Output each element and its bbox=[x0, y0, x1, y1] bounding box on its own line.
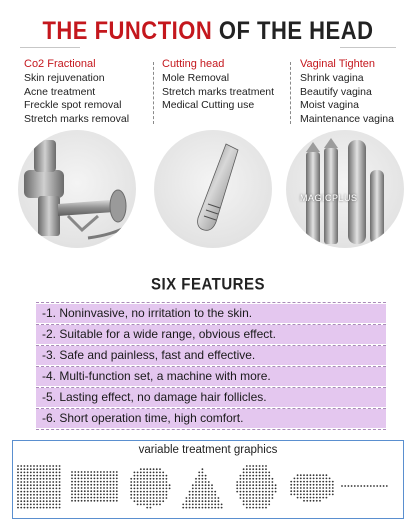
column-item: Shrink vagina bbox=[300, 72, 364, 84]
column-item: Mole Removal bbox=[162, 72, 230, 84]
ellipse-pattern-icon bbox=[290, 474, 333, 501]
cutting-head-image bbox=[154, 130, 272, 248]
column-divider bbox=[153, 62, 154, 124]
hexagon-pattern-icon bbox=[236, 465, 276, 508]
square-pattern-icon bbox=[17, 465, 60, 508]
graphics-title: variable treatment graphics bbox=[138, 444, 278, 456]
circle-pattern-icon bbox=[130, 468, 170, 508]
column-heading: Cutting head bbox=[162, 58, 225, 70]
column-item: Medical Cutting use bbox=[162, 99, 255, 111]
triangle-pattern-icon bbox=[182, 468, 222, 508]
feature-item: -1. Noninvasive, no irritation to the skin. bbox=[36, 304, 386, 323]
column-item: Acne treatment bbox=[24, 85, 96, 98]
vaginal-head-image bbox=[286, 130, 404, 248]
feature-item: -3. Safe and painless, fast and effective. bbox=[36, 346, 386, 365]
column-heading: Co2 Fractional bbox=[24, 58, 96, 70]
title-highlight: THE FUNCTION bbox=[42, 16, 213, 45]
features-title: SIX FEATURES bbox=[150, 275, 266, 294]
title-rule-right bbox=[340, 47, 396, 48]
column-item: Maintenance vagina bbox=[300, 112, 394, 125]
line-pattern-icon bbox=[341, 485, 388, 487]
feature-item: -5. Lasting effect, no damage hair follicles. bbox=[36, 388, 386, 407]
title-rule-left bbox=[20, 47, 80, 48]
feature-divider bbox=[36, 429, 386, 431]
column-item: Moist vagina bbox=[300, 99, 359, 111]
column-cutting-head bbox=[162, 58, 290, 113]
co2-fractional-head-image bbox=[18, 130, 136, 248]
feature-item: -2. Suitable for a wide range, obvious effect. bbox=[36, 325, 386, 344]
column-item: Freckle spot removal bbox=[24, 99, 122, 111]
column-item: Skin rejuvenation bbox=[24, 72, 105, 84]
title-rest: OF THE HEAD bbox=[218, 16, 374, 45]
feature-item: -4. Multi-function set, a machine with more. bbox=[36, 367, 386, 386]
rectangle-pattern-icon bbox=[71, 471, 118, 502]
column-item: Beautify vagina bbox=[300, 85, 372, 98]
column-vaginal-tighten bbox=[300, 58, 416, 126]
column-item: Stretch marks removal bbox=[24, 112, 130, 125]
column-heading: Vaginal Tighten bbox=[300, 58, 376, 70]
brand-watermark: MAGICPLUS bbox=[300, 193, 358, 203]
column-co2-fractional bbox=[24, 58, 152, 126]
graphics-shapes bbox=[16, 462, 400, 514]
column-item: Stretch marks treatment bbox=[162, 85, 275, 98]
column-divider bbox=[290, 62, 291, 124]
page-title bbox=[0, 16, 416, 46]
feature-item: -6. Short operation time, high comfort. bbox=[36, 409, 386, 428]
